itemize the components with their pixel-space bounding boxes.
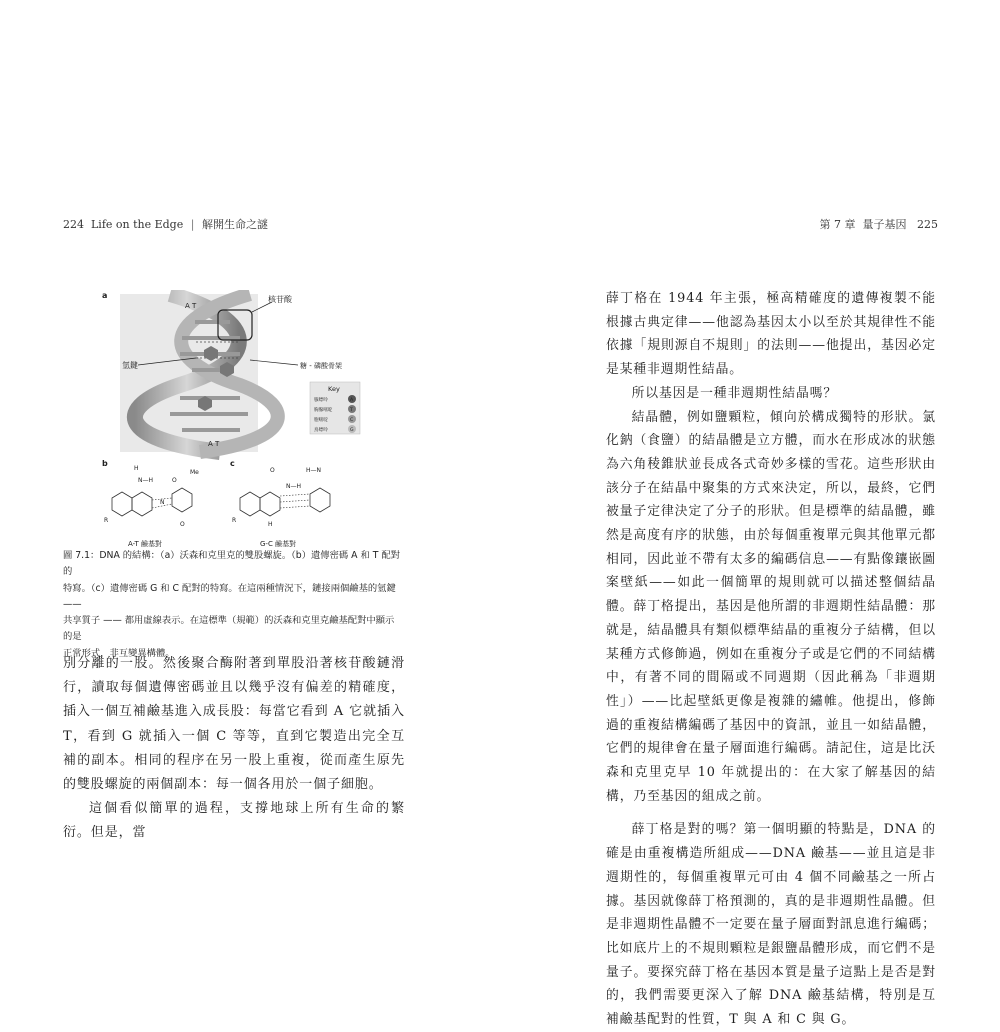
caption-line: 正常形式，非互變異構體。 bbox=[63, 647, 175, 659]
chem-o2: O bbox=[180, 521, 185, 528]
backbone-label: 糖 - 磷酸骨架 bbox=[300, 362, 342, 370]
header-separator: | bbox=[190, 218, 195, 231]
right-page-number: 225 bbox=[917, 218, 938, 231]
panel-b-label: b bbox=[102, 459, 108, 468]
chapter-number: 第 7 章 bbox=[819, 218, 856, 231]
key-entry-name: 腺嘌呤 bbox=[314, 398, 328, 403]
chem-o: O bbox=[172, 477, 177, 484]
chem-hn: H—N bbox=[306, 467, 321, 474]
nucleotide-label: 核苷酸 bbox=[268, 295, 292, 304]
at-pair-structure bbox=[104, 465, 199, 528]
key-entry-code: A bbox=[350, 398, 354, 403]
right-running-header bbox=[820, 216, 939, 232]
paragraph-gap bbox=[606, 808, 936, 818]
chem-nh: N—H bbox=[286, 483, 301, 490]
key-title: Key bbox=[328, 385, 340, 393]
chapter-title: 量子基因 bbox=[862, 218, 907, 231]
chem-me: Me bbox=[190, 469, 199, 476]
body-paragraph: 薛丁格是對的嗎？第一個明顯的特點是，DNA 的確是由重複構造所組成——DNA 鹼基——並且這是非週期性的，每個重複單元可由 4 個不同鹼基之一所占據。基因就像薛丁格預測的，真的是非週期性晶體。但是非週期性晶體不一定要在量子層面對訊息進行編碼；比如底片上的不規則顆粒是銀鹽晶體形成，而它們不是量子。要探究薛丁格在基因本質是量子這點上是否是對的，我們需要更深入了解 DNA 鹼基結構，特別是互補鹼基配對的性質，T 與 A 和 C 與 G。 bbox=[606, 822, 936, 1028]
chem-n: N bbox=[160, 499, 165, 506]
key-entry-name: 鳥嘌呤 bbox=[314, 428, 328, 433]
strand-label-top: A T bbox=[185, 302, 197, 310]
chem-h: H bbox=[268, 521, 273, 528]
caption-line: 共享質子 —— 都用虛線表示。在這標準（規範）的沃森和克里克鹼基配對中顯示的是 bbox=[63, 615, 395, 643]
gc-pair-structure bbox=[232, 467, 330, 528]
panel-a-label: a bbox=[102, 291, 108, 300]
left-page-number: 224 bbox=[63, 218, 84, 231]
body-paragraph: 結晶體，例如鹽顆粒，傾向於構成獨特的形狀。氯化鈉（食鹽）的結晶體是立方體，而水在形成冰的狀態為六角稜錐狀並長成各式奇妙多樣的雪花。這些形狀由該分子在結晶中聚集的方式來決定，所以，最終，它們被量子定律決定了分子的形狀。但是標準的結晶體，雖然是高度有序的狀態，由於每個重複單元與其他單元都相同，因此並不帶有太多的編碼信息——有點像鑲嵌圖案壁紙——如此一個簡單的規則就可以描述整個結晶體。薛丁格提出，基因是他所謂的非週期性結晶體：那就是，結晶體具有類似標準結晶的重複分子結構，但以某種方式修飾過，例如在重複分子或是它們的不同結構中，有著不同的間隔或不同週期（因此稱為「非週期性」）——比起壁紙更像是複雜的繡帷。他提出，修飾過的重複結構編碼了基因中的資訊，並且一如結晶體，它們的規律會在量子層面進行編碼。請記住，這是比沃森和克里克早 10 年就提出的：在大家了解基因的結構，乃至基因的組成之前。 bbox=[606, 409, 936, 804]
book-subtitle: 解開生命之謎 bbox=[201, 218, 268, 231]
chem-h: H bbox=[134, 465, 139, 472]
caption-line: 特寫。（c）遺傳密碼 G 和 C 配對的特寫。在這兩種情況下，鏈接兩個鹼基的氫鍵 —— bbox=[63, 582, 396, 610]
at-pair-label: A-T 鹼基對 bbox=[128, 540, 163, 548]
body-paragraph: 別分離的一股。然後聚合酶附著到單股沿著核苷酸鏈滑行，讀取每個遺傳密碼並且以幾乎沒有偏差的精確度，插入一個互補鹼基進入成長股：每當它看到 A 它就插入 T，看到 G 就插入一個 C 等等，直到它製造出完全互補的副本。相同的程序在另一股上重複，從而產生原先的雙股螺旋的兩個副本：每一個各用於一個子細胞。 bbox=[63, 656, 405, 793]
body-paragraph: 薛丁格在 1944 年主張，極高精確度的遺傳複製不能根據古典定律——他認為基因太小以至於其規律性不能依據「規則源自不規則」的法則——他提出，基因必定是某種非週期性結晶。 bbox=[606, 291, 936, 378]
key-entry-code: C bbox=[350, 418, 354, 423]
dna-structure-illustration bbox=[100, 290, 400, 550]
left-running-header bbox=[63, 216, 268, 232]
hydrogen-bond-label: 氫鍵 bbox=[122, 361, 138, 370]
book-title: Life on the Edge bbox=[91, 218, 184, 231]
chem-r: R bbox=[104, 517, 109, 524]
body-paragraph: 所以基因是一種非週期性結晶嗎？ bbox=[631, 385, 838, 401]
key-entry-name: 胸腺嘧啶 bbox=[314, 408, 333, 413]
key-legend bbox=[310, 382, 360, 434]
chem-r: R bbox=[232, 517, 237, 524]
caption-line: 圖 7.1：DNA 的結構：（a）沃森和克里克的雙股螺旋。（b）遺傳密碼 A 和 T 配對的 bbox=[63, 550, 400, 578]
chem-nh: N—H bbox=[138, 477, 153, 484]
key-entry-name: 胞嘧啶 bbox=[314, 418, 328, 423]
gc-pair-label: G-C 鹼基對 bbox=[260, 540, 297, 548]
figure-caption bbox=[63, 548, 403, 662]
left-page-body bbox=[63, 652, 405, 846]
right-page-body bbox=[606, 287, 936, 1032]
key-entry-code: G bbox=[350, 428, 354, 433]
body-paragraph: 這個看似簡單的過程，支撐地球上所有生命的繁衍。但是，當 bbox=[63, 801, 405, 841]
dna-figure bbox=[100, 290, 400, 550]
key-entry-code: T bbox=[350, 408, 353, 413]
panel-c-label: c bbox=[230, 459, 235, 468]
strand-label-bottom: A T bbox=[208, 440, 220, 448]
chem-o: O bbox=[270, 467, 275, 474]
